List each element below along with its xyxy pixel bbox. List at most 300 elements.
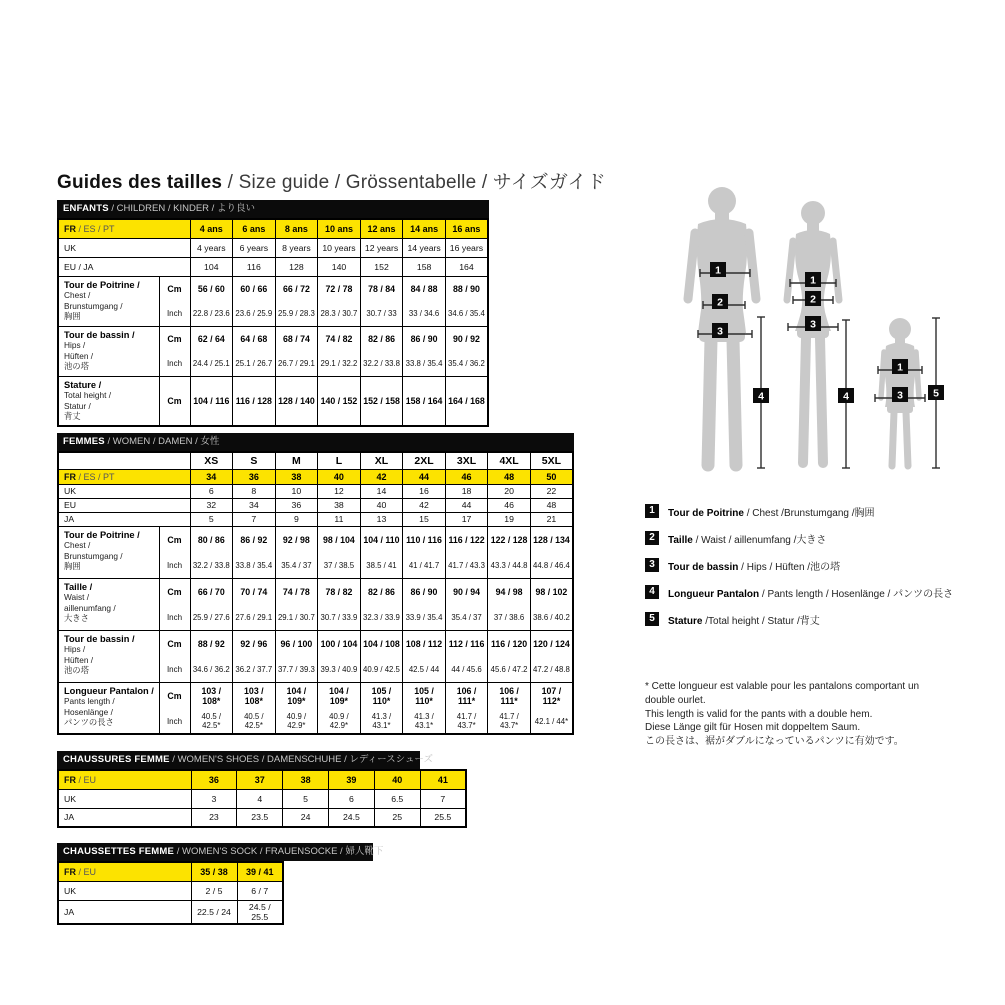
inch-value-cell: 41.7 / 43.3	[445, 553, 488, 578]
value-cell: 128	[275, 257, 318, 276]
value-cell: 42	[360, 469, 403, 484]
cm-value-cell: 56 / 60	[190, 276, 233, 302]
size-header-cell: XS	[190, 452, 233, 469]
value-cell: 23.5	[237, 808, 283, 827]
cm-value-cell: 78 / 84	[360, 276, 403, 302]
value-cell: 10 years	[318, 238, 361, 257]
value-cell: 6	[328, 789, 374, 808]
value-cell: 22.5 / 24	[191, 900, 237, 924]
legend-text	[668, 585, 953, 600]
legend-text-main: Tour de bassin	[668, 561, 739, 573]
row-label-cell: FR / EU	[58, 770, 191, 789]
legend-number-badge: 4	[645, 585, 659, 599]
inch-value-cell: 38.6 / 40.2	[530, 605, 573, 630]
value-cell: 40	[318, 469, 361, 484]
value-cell: 46	[488, 498, 531, 512]
unit-cell: Inch	[159, 605, 190, 630]
value-cell: 16	[403, 484, 446, 498]
cm-value-cell: 104 / 108	[360, 630, 403, 657]
inch-value-cell: 24.4 / 25.1	[190, 352, 233, 376]
inch-value-cell: 40.9 / 42.9*	[275, 709, 318, 734]
value-cell: 6.5	[374, 789, 420, 808]
measurement-marker-number: 1	[810, 274, 816, 287]
chaussures-header-main: CHAUSSURES FEMME	[63, 754, 170, 765]
value-cell: 32	[190, 498, 233, 512]
table-row	[58, 484, 573, 498]
cm-value-cell: 90 / 92	[445, 326, 488, 352]
value-cell: 140	[318, 257, 361, 276]
measurement-marker-number: 3	[810, 318, 816, 331]
row-label-cell: UK	[58, 789, 191, 808]
chaussures-femme-table	[57, 769, 467, 828]
inch-value-cell: 34.6 / 35.4	[445, 302, 488, 326]
value-cell: 10 ans	[318, 219, 361, 238]
value-cell: 14 years	[403, 238, 446, 257]
inch-value-cell: 41 / 41.7	[403, 553, 446, 578]
table-row	[58, 257, 488, 276]
table-row	[58, 376, 488, 426]
unit-cell: Inch	[159, 657, 190, 682]
measurement-marker-number: 2	[717, 296, 723, 309]
table-row	[58, 469, 573, 484]
cm-value-cell: 158 / 164	[403, 376, 446, 426]
legend-item	[645, 585, 953, 599]
femmes-table-header	[57, 433, 574, 451]
value-cell: 7	[420, 789, 466, 808]
size-header-cell: 5XL	[530, 452, 573, 469]
cm-value-cell: 72 / 78	[318, 276, 361, 302]
measurement-label-cell: Tour de Poitrine / Chest / Brunstumgang / 胸囲	[58, 526, 159, 578]
value-cell: 4 years	[190, 238, 233, 257]
cm-value-cell: 66 / 72	[275, 276, 318, 302]
inch-value-cell: 37 / 38.5	[318, 553, 361, 578]
value-cell: 25.5	[420, 808, 466, 827]
measurement-marker-number: 5	[933, 387, 939, 400]
unit-cell: Cm	[159, 326, 190, 352]
unit-cell: Inch	[159, 709, 190, 734]
legend-number-badge: 2	[645, 531, 659, 545]
cm-value-cell: 106 / 111*	[445, 682, 488, 709]
cm-value-cell: 94 / 98	[488, 578, 531, 605]
inch-value-cell: 37 / 38.6	[488, 605, 531, 630]
row-label-cell: JA	[58, 808, 191, 827]
cm-value-cell: 82 / 86	[360, 326, 403, 352]
unit-cell: Inch	[159, 302, 190, 326]
value-cell: 36	[275, 498, 318, 512]
cm-value-cell: 128 / 134	[530, 526, 573, 553]
legend-text	[668, 612, 820, 627]
row-label-cell: UK	[58, 484, 190, 498]
femmes-header-rest: / WOMEN / DAMEN / 女性	[104, 436, 220, 447]
cm-value-cell: 103 / 108*	[233, 682, 276, 709]
cm-value-cell: 90 / 94	[445, 578, 488, 605]
legend-text	[668, 531, 826, 546]
inch-value-cell: 34.6 / 36.2	[190, 657, 233, 682]
inch-value-cell: 42.5 / 44	[403, 657, 446, 682]
legend-text-rest: / Chest /Brunstumgang /胸囲	[743, 507, 875, 519]
cm-value-cell: 74 / 82	[318, 326, 361, 352]
value-cell: 48	[530, 498, 573, 512]
table-row	[58, 682, 573, 709]
unit-cell: Cm	[159, 630, 190, 657]
row-label-cell: UK	[58, 881, 191, 900]
size-header-cell: S	[233, 452, 276, 469]
cm-value-cell: 108 / 112	[403, 630, 446, 657]
inch-value-cell: 42.1 / 44*	[530, 709, 573, 734]
inch-value-cell: 41.3 / 43.1*	[403, 709, 446, 734]
inch-value-cell: 30.7 / 33	[360, 302, 403, 326]
value-cell: 7	[233, 512, 276, 526]
cm-value-cell: 82 / 86	[360, 578, 403, 605]
legend-item	[645, 558, 953, 572]
cm-value-cell: 116 / 128	[233, 376, 276, 426]
inch-value-cell: 33.8 / 35.4	[403, 352, 446, 376]
cm-value-cell: 110 / 116	[403, 526, 446, 553]
cm-value-cell: 78 / 82	[318, 578, 361, 605]
inch-value-cell: 27.6 / 29.1	[233, 605, 276, 630]
legend-number-badge: 3	[645, 558, 659, 572]
value-cell: 38	[283, 770, 329, 789]
cm-value-cell: 140 / 152	[318, 376, 361, 426]
inch-value-cell: 33.9 / 35.4	[403, 605, 446, 630]
value-cell: 25	[374, 808, 420, 827]
inch-value-cell: 30.7 / 33.9	[318, 605, 361, 630]
value-cell: 14 ans	[403, 219, 446, 238]
cm-value-cell: 86 / 90	[403, 578, 446, 605]
value-cell: 24.5 / 25.5	[237, 900, 283, 924]
inch-value-cell: 23.6 / 25.9	[233, 302, 276, 326]
value-cell: 9	[275, 512, 318, 526]
table-row	[58, 498, 573, 512]
value-cell: 6 years	[233, 238, 276, 257]
value-cell: 39 / 41	[237, 862, 283, 881]
value-cell: 13	[360, 512, 403, 526]
cm-value-cell: 86 / 90	[403, 326, 446, 352]
cm-value-cell: 152 / 158	[360, 376, 403, 426]
cm-value-cell: 116 / 122	[445, 526, 488, 553]
chaussettes-table-header	[57, 843, 384, 861]
legend-text-main: Tour de Poitrine	[668, 507, 744, 519]
value-cell: 35 / 38	[191, 862, 237, 881]
value-cell: 6 / 7	[237, 881, 283, 900]
value-cell: 19	[488, 512, 531, 526]
inch-value-cell: 44 / 45.6	[445, 657, 488, 682]
measurement-marker-number: 2	[810, 293, 816, 306]
value-cell: 22	[530, 484, 573, 498]
chaussettes-femme-table	[57, 861, 284, 925]
cm-value-cell: 104 / 110	[360, 526, 403, 553]
inch-value-cell: 29.1 / 30.7	[275, 605, 318, 630]
cm-value-cell: 103 / 108*	[190, 682, 233, 709]
cm-value-cell: 107 / 112*	[530, 682, 573, 709]
table-row	[58, 526, 573, 553]
legend-number-badge: 5	[645, 612, 659, 626]
femmes-table	[57, 451, 574, 735]
footnote-line: この長さは、裾がダブルになっているパンツに有効です。	[645, 736, 904, 748]
inch-value-cell: 39.3 / 40.9	[318, 657, 361, 682]
woman-silhouette	[787, 201, 839, 463]
cm-value-cell: 84 / 88	[403, 276, 446, 302]
table-row	[58, 452, 573, 469]
measurement-label-cell: Tour de bassin / Hips / Hüften / 池の塔	[58, 326, 159, 376]
inch-value-cell: 40.9 / 42.5	[360, 657, 403, 682]
table-row	[58, 881, 283, 900]
cm-value-cell: 112 / 116	[445, 630, 488, 657]
inch-value-cell: 29.1 / 32.2	[318, 352, 361, 376]
inch-value-cell: 25.1 / 26.7	[233, 352, 276, 376]
value-cell: 36	[233, 469, 276, 484]
value-cell: 39	[328, 770, 374, 789]
cm-value-cell: 98 / 102	[530, 578, 573, 605]
cm-value-cell: 105 / 110*	[360, 682, 403, 709]
value-cell: 5	[283, 789, 329, 808]
cm-value-cell: 70 / 74	[233, 578, 276, 605]
value-cell: 44	[403, 469, 446, 484]
table-row	[58, 900, 283, 924]
chaussettes-femme-table-block	[57, 843, 384, 925]
cm-value-cell: 100 / 104	[318, 630, 361, 657]
value-cell: 37	[237, 770, 283, 789]
legend-text-main: Stature	[668, 615, 703, 627]
cm-value-cell: 116 / 120	[488, 630, 531, 657]
empty-corner-cell	[58, 452, 190, 469]
value-cell: 50	[530, 469, 573, 484]
unit-cell: Inch	[159, 553, 190, 578]
value-cell: 6	[190, 484, 233, 498]
footnote-line: This length is valid for the pants with a double hem.	[645, 708, 873, 720]
inch-value-cell: 28.3 / 30.7	[318, 302, 361, 326]
row-label-cell: JA	[58, 512, 190, 526]
value-cell: 15	[403, 512, 446, 526]
body-measurement-figures	[650, 180, 990, 480]
inch-value-cell: 32.2 / 33.8	[360, 352, 403, 376]
value-cell: 42	[403, 498, 446, 512]
unit-cell: Cm	[159, 276, 190, 302]
value-cell: 41	[420, 770, 466, 789]
value-cell: 24.5	[328, 808, 374, 827]
value-cell: 16 ans	[445, 219, 488, 238]
legend-text-rest: / Waist / aillenumfang /大きさ	[692, 534, 827, 546]
value-cell: 36	[191, 770, 237, 789]
inch-value-cell: 35.4 / 37	[445, 605, 488, 630]
footnote-line: double ourlet.	[645, 694, 706, 706]
inch-value-cell: 33 / 34.6	[403, 302, 446, 326]
value-cell: 2 / 5	[191, 881, 237, 900]
cm-value-cell: 104 / 109*	[275, 682, 318, 709]
legend-number-badge: 1	[645, 504, 659, 518]
value-cell: 164	[445, 257, 488, 276]
measurement-label-cell: Longueur Pantalon / Pants length / Hosenlänge / パンツの長さ	[58, 682, 159, 734]
size-header-cell: 4XL	[488, 452, 531, 469]
cm-value-cell: 60 / 66	[233, 276, 276, 302]
table-row	[58, 770, 466, 789]
unit-cell: Cm	[159, 682, 190, 709]
cm-value-cell: 105 / 110*	[403, 682, 446, 709]
table-row	[58, 238, 488, 257]
value-cell: 16 years	[445, 238, 488, 257]
table-row	[58, 326, 488, 352]
legend-text-rest: / Pants length / Hosenlänge / パンツの長さ	[759, 588, 954, 600]
chaussettes-header-main: CHAUSSETTES FEMME	[63, 846, 175, 857]
value-cell: 8 years	[275, 238, 318, 257]
cm-value-cell: 66 / 70	[190, 578, 233, 605]
value-cell: 38	[275, 469, 318, 484]
measurement-label-cell: Stature / Total height / Statur / 背丈	[58, 376, 159, 426]
cm-value-cell: 104 / 116	[190, 376, 233, 426]
measurement-marker-number: 1	[897, 361, 903, 374]
table-row	[58, 808, 466, 827]
legend-item	[645, 531, 953, 545]
measurement-legend	[645, 504, 953, 626]
enfants-header-rest: / CHILDREN / KINDER / より良い	[108, 203, 255, 214]
value-cell: 8 ans	[275, 219, 318, 238]
inch-value-cell: 36.2 / 37.7	[233, 657, 276, 682]
cm-value-cell: 128 / 140	[275, 376, 318, 426]
value-cell: 12	[318, 484, 361, 498]
cm-value-cell: 68 / 74	[275, 326, 318, 352]
cm-value-cell: 164 / 168	[445, 376, 488, 426]
page-title	[57, 167, 606, 194]
value-cell: 14	[360, 484, 403, 498]
cm-value-cell: 96 / 100	[275, 630, 318, 657]
cm-value-cell: 122 / 128	[488, 526, 531, 553]
legend-text-main: Taille	[668, 534, 693, 546]
table-row	[58, 276, 488, 302]
cm-value-cell: 86 / 92	[233, 526, 276, 553]
legend-item	[645, 504, 953, 518]
measurement-marker-number: 4	[758, 390, 764, 403]
row-label-cell: FR / EU	[58, 862, 191, 881]
row-label-cell: JA	[58, 900, 191, 924]
unit-cell: Cm	[159, 376, 190, 426]
value-cell: 24	[283, 808, 329, 827]
value-cell: 34	[233, 498, 276, 512]
value-cell: 44	[445, 498, 488, 512]
inch-value-cell: 43.3 / 44.8	[488, 553, 531, 578]
value-cell: 17	[445, 512, 488, 526]
inch-value-cell: 44.8 / 46.4	[530, 553, 573, 578]
size-header-cell: XL	[360, 452, 403, 469]
chaussures-header-rest: / WOMEN'S SHOES / DAMENSCHUHE / レディースシューズ	[169, 754, 433, 765]
measurement-marker-number: 3	[897, 389, 903, 402]
value-cell: 12 years	[360, 238, 403, 257]
table-row	[58, 630, 573, 657]
inch-value-cell: 41.3 / 43.1*	[360, 709, 403, 734]
size-header-cell: L	[318, 452, 361, 469]
cm-value-cell: 80 / 86	[190, 526, 233, 553]
table-row	[58, 578, 573, 605]
cm-value-cell: 106 / 111*	[488, 682, 531, 709]
value-cell: 152	[360, 257, 403, 276]
size-header-cell: 2XL	[403, 452, 446, 469]
chaussures-table-header	[57, 751, 433, 769]
enfants-table-header	[57, 200, 489, 218]
value-cell: 158	[403, 257, 446, 276]
inch-value-cell: 40.5 / 42.5*	[233, 709, 276, 734]
value-cell: 6 ans	[233, 219, 276, 238]
unit-cell: Cm	[159, 526, 190, 553]
inch-value-cell: 32.3 / 33.9	[360, 605, 403, 630]
femmes-header-main: FEMMES	[63, 436, 105, 447]
measurement-label-cell: Taille / Waist / aillenumfang / 大きさ	[58, 578, 159, 630]
legend-text	[668, 558, 840, 573]
size-header-cell: M	[275, 452, 318, 469]
legend-text-rest: / Hips / Hüften /池の塔	[738, 561, 841, 573]
value-cell: 48	[488, 469, 531, 484]
cm-value-cell: 88 / 90	[445, 276, 488, 302]
chaussettes-header-rest: / WOMEN'S SOCK / FRAUENSOCKE / 婦人靴下	[174, 846, 384, 857]
measurement-label-cell: Tour de bassin / Hips / Hüften / 池の塔	[58, 630, 159, 682]
cm-value-cell: 74 / 78	[275, 578, 318, 605]
value-cell: 23	[191, 808, 237, 827]
inch-value-cell: 45.6 / 47.2	[488, 657, 531, 682]
value-cell: 11	[318, 512, 361, 526]
unit-cell: Cm	[159, 578, 190, 605]
inch-value-cell: 25.9 / 27.6	[190, 605, 233, 630]
table-row	[58, 789, 466, 808]
inch-value-cell: 32.2 / 33.8	[190, 553, 233, 578]
enfants-table-block	[57, 200, 489, 427]
inch-value-cell: 40.5 / 42.5*	[190, 709, 233, 734]
row-label-cell: UK	[58, 238, 190, 257]
inch-value-cell: 22.8 / 23.6	[190, 302, 233, 326]
value-cell: 5	[190, 512, 233, 526]
pants-length-footnote	[645, 680, 997, 749]
enfants-table	[57, 218, 489, 427]
inch-value-cell: 40.9 / 42.9*	[318, 709, 361, 734]
legend-text	[668, 504, 875, 519]
row-label-cell: FR / ES / PT	[58, 469, 190, 484]
value-cell: 116	[233, 257, 276, 276]
legend-text-main: Longueur Pantalon	[668, 588, 760, 600]
enfants-header-main: ENFANTS	[63, 203, 109, 214]
measurement-marker-number: 1	[715, 264, 721, 277]
inch-value-cell: 25.9 / 28.3	[275, 302, 318, 326]
measurement-marker-number: 3	[717, 325, 723, 338]
value-cell: 38	[318, 498, 361, 512]
inch-value-cell: 38.5 / 41	[360, 553, 403, 578]
inch-value-cell: 41.7 / 43.7*	[488, 709, 531, 734]
size-header-cell: 3XL	[445, 452, 488, 469]
cm-value-cell: 104 / 109*	[318, 682, 361, 709]
page-title-main: Guides des tailles	[57, 172, 223, 193]
femmes-table-block	[57, 433, 574, 735]
footnote-line: Diese Länge gilt für Hosen mit doppeltem Saum.	[645, 722, 861, 734]
legend-item	[645, 612, 953, 626]
value-cell: 46	[445, 469, 488, 484]
cm-value-cell: 120 / 124	[530, 630, 573, 657]
value-cell: 3	[191, 789, 237, 808]
row-label-cell: FR / ES / PT	[58, 219, 190, 238]
inch-value-cell: 47.2 / 48.8	[530, 657, 573, 682]
cm-value-cell: 92 / 96	[233, 630, 276, 657]
cm-value-cell: 88 / 92	[190, 630, 233, 657]
cm-value-cell: 64 / 68	[233, 326, 276, 352]
table-row	[58, 219, 488, 238]
value-cell: 18	[445, 484, 488, 498]
value-cell: 12 ans	[360, 219, 403, 238]
inch-value-cell: 35.4 / 36.2	[445, 352, 488, 376]
cm-value-cell: 62 / 64	[190, 326, 233, 352]
inch-value-cell: 35.4 / 37	[275, 553, 318, 578]
value-cell: 104	[190, 257, 233, 276]
value-cell: 40	[360, 498, 403, 512]
legend-text-rest: /Total height / Statur /背丈	[702, 615, 820, 627]
cm-value-cell: 92 / 98	[275, 526, 318, 553]
unit-cell: Inch	[159, 352, 190, 376]
page-title-rest: / Size guide / Grössentabelle / サイズガイド	[222, 172, 606, 193]
value-cell: 4	[237, 789, 283, 808]
